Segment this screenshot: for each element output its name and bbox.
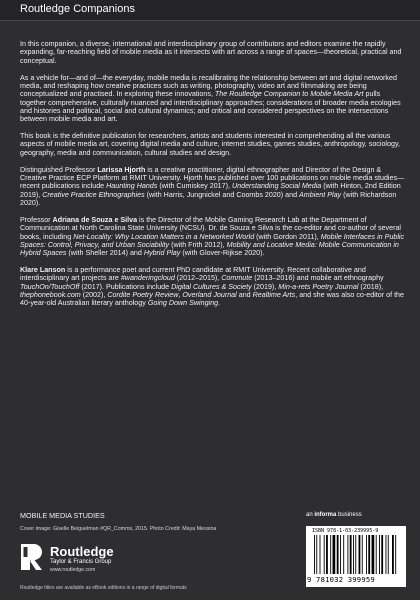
series-name: MOBILE MEDIA STUDIES <box>20 511 105 520</box>
publisher-group: Taylor & Francis Group <box>50 559 112 565</box>
header-bar <box>0 0 420 21</box>
series-header-title: Routledge Companions <box>20 3 135 15</box>
isbn-digits: 9 781032 399959 <box>307 575 375 584</box>
paragraph-intro: In this companion, a diverse, international and interdisciplinary group of contributors and editors examine the rapidly expanding, far-reaching field of mobile media as it intersects with art across a range of spaces—theoretical, practical and conceptual. <box>20 40 402 65</box>
informa-tag: an informa business <box>306 512 362 518</box>
author-name-hjorth: Larissa Hjorth <box>97 165 146 174</box>
back-cover-blurb <box>20 40 406 316</box>
author-name-desouza: Adriana de Souza e Silva <box>52 215 138 224</box>
paragraph-bio-desouza: Professor Adriana de Souza e Silva is the Director of the Mobile Gaming Research Lab at the Department of Communication at North Carolina State University (NCSU). Dr. de Souza e Silva is the co-editor and co-author of several books, including Net-Locality: Why Location Matters in a Networked World (with Gordon 2011), Mobile Interfaces in Public Spaces: Control, Privacy, and Urban Sociability (with Frith 2012), Mobility and Locative Media: Mobile Communication in Hybrid Spaces (with Sheller 2014) and Hybrid Play (with Glover-Rijkse 2020). <box>20 215 405 258</box>
ebook-note: Routledge titles are available as eBook editions in a range of digital formats <box>20 585 187 591</box>
cover-credit: Cover image: Giselle Beiguelman #QR_Comms, 2015. Photo Credit: Maya Messina <box>20 526 217 532</box>
barcode-icon <box>314 535 402 574</box>
paragraph-bio-hjorth: Distinguished Professor Larissa Hjorth is a creative practitioner, digital ethnographer and Director of the Design & Creative Practice ECP Platform at RMIT University. Hjorth has published over 100 publications on mobile media studies—recent publications include Haunting Hands (with Cumiskey 2017), Understanding Social Media (with Hinton, 2nd Edition 2019), Creative Practice Ethnographies (with Harris, Jungnickel and Coombs 2020) and Ambient Play (with Richardson 2020). <box>20 165 405 207</box>
author-name-lanson: Klare Lanson <box>20 266 66 275</box>
book-title: The Routledge Companion to Mobile Media Art <box>214 90 364 99</box>
isbn-barcode <box>306 526 406 587</box>
isbn-label: ISBN 978-1-03-239995-9 <box>312 528 379 534</box>
paragraph-overview: As a vehicle for—and of—the everyday, mobile media is recalibrating the relationship between art and digital networked media, and reshaping how creative practices such as writing, photography, video art and filmmaking are being conceptualized and practised. In exploring these innovations, The Routledge Companion to Mobile Media Art pulls together comprehensive, culturally nuanced and interdisciplinary approaches; considerations of broader media ecologies and histories and political, social and cultural dynamics; and critical and considered perspectives on the intersections between mobile media and art. <box>20 73 401 124</box>
paragraph-audience: This book is the definitive publication for researchers, artists and students interested in comprehending all the various aspects of mobile media art, covering digital media and culture, internet studies, games studies, anthropology, sociology, geography, media and communication, cultural studies and design. <box>20 132 400 157</box>
paragraph-bio-lanson: Klare Lanson is a performance poet and current PhD candidate at RMIT University. Recent collaborative and interdisciplinary art projects are #wanderingcloud (2012–2015), Commute (2013–2016) and mobile art ethnography TouchOn/TouchOff (2017). Publications include Digital Cultures & Society (2019), Min-a-rets Poetry Journal (2018), thephonebook.com (2002), Cordite Poetry Review, Overland Journal and Realtime Arts, and she was also co-editor of the 40-year-old Australian literary anthology Going Down Swinging. <box>20 266 404 308</box>
routledge-logo-icon <box>20 543 45 572</box>
publisher-name: Routledge <box>50 544 114 559</box>
publisher-url: www.routledge.com <box>50 567 96 573</box>
publisher-logo <box>20 543 150 579</box>
